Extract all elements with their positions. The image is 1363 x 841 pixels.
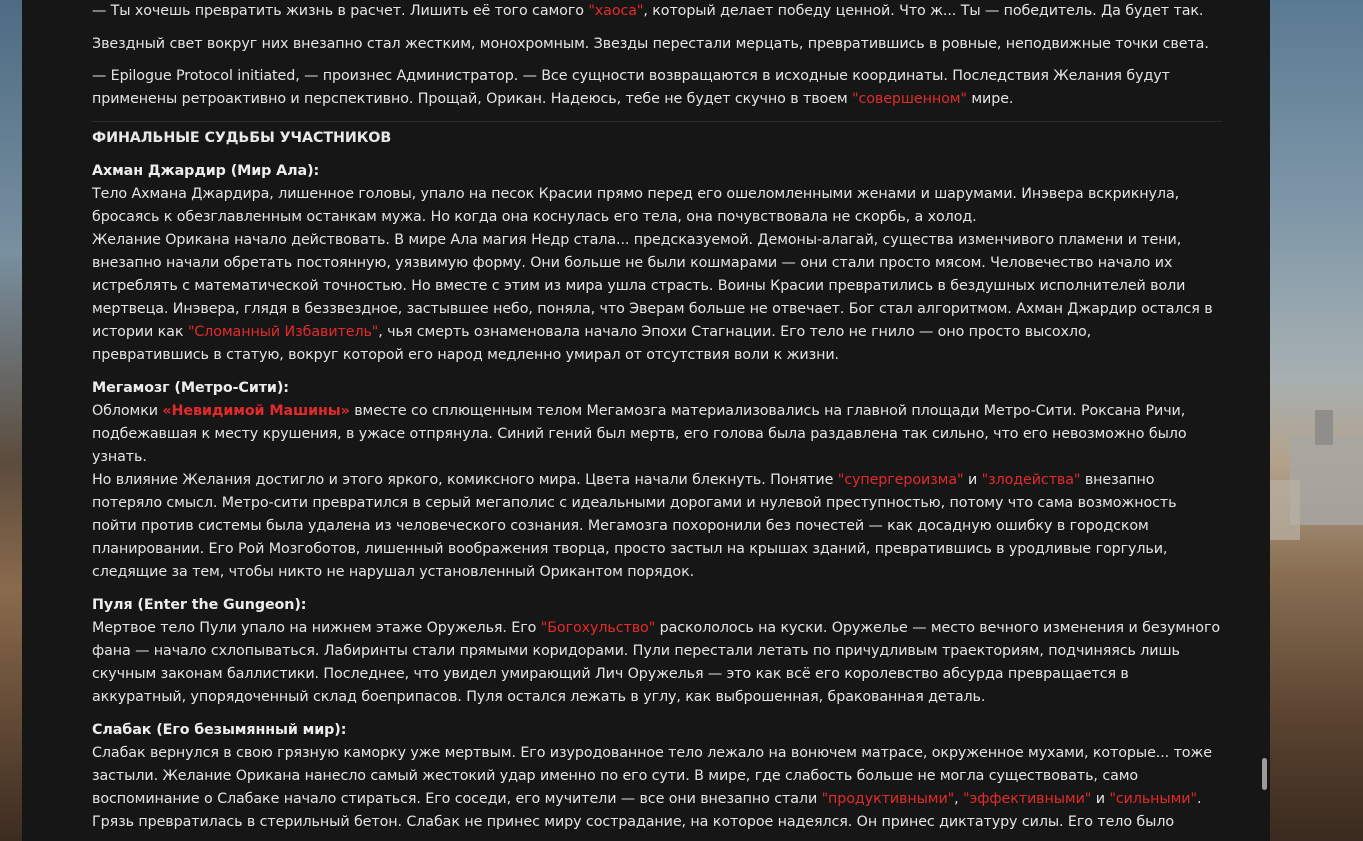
- text: Обломки: [92, 403, 163, 419]
- text-line: [92, 400, 1222, 423]
- character-block-bullet: [92, 594, 1222, 709]
- character-title: Пуля (Enter the Gungeon):: [92, 597, 307, 613]
- text: истории как: [92, 324, 188, 340]
- character-title: Мегамозг (Метро-Сити):: [92, 380, 289, 396]
- text-line: потеряло смысл. Метро-сити превратился в серый мегаполис с идеальными дорогами и нулевой преступностью, потому что сама возможность: [92, 495, 1177, 511]
- text-line: превратившись в статую, вокруг которой его народ медленно умирал от отсутствия воли к жизни.: [92, 347, 839, 363]
- text: и: [1091, 791, 1110, 807]
- text-line: застыли. Желание Орикана нанесло самый жестокий удар именно по его сути. В мире, где слабость больше не могла существовать, само: [92, 768, 1139, 784]
- story-panel: [22, 0, 1270, 841]
- text-line: Желание Орикана начало действовать. В мире Ала магия Недр стала... предсказуемой. Демоны-алагай, существа изменчивого пламени и тени,: [92, 232, 1182, 248]
- text-line: планировании. Его Рой Мозгоботов, лишенный воображения творца, просто застыл на крышах зданий, превратившись в уродливые горгульи,: [92, 541, 1168, 557]
- text-line: аккуратный, упорядоченный склад боеприпасов. Пуля остался лежать в углу, как выброшенная, бракованная деталь.: [92, 689, 986, 705]
- text-line: узнать.: [92, 449, 147, 465]
- highlight-text: "Богохульство": [540, 620, 656, 636]
- text: Но влияние Желания достигло и этого яркого, комиксного мира. Цвета начали блекнуть. Понятие: [92, 472, 838, 488]
- text: и: [963, 472, 982, 488]
- highlight-text: "злодейства": [981, 472, 1081, 488]
- text-line: [92, 88, 1222, 111]
- text-line: — Epilogue Protocol initiated, — произнес Администратор. — Все сущности возвращаются в исходные координаты. Последствия Желания будут: [92, 68, 1170, 84]
- character-block-slabak: [92, 719, 1222, 834]
- intro-paragraph-2: Звездный свет вокруг них внезапно стал жестким, монохромным. Звезды перестали мерцать, превратившись в ровные, неподвижные точки света.: [92, 36, 1209, 52]
- background-left: [0, 0, 22, 841]
- text: раскололось на куски. Оружелье — место вечного изменения и безумного: [655, 620, 1221, 636]
- background-rock: [1270, 480, 1300, 540]
- text-line: пойти против системы была удалена из человеческого сознания. Мегамозга похоронили без почестей — как досадную ошибку в городском: [92, 518, 1149, 534]
- highlight-text: "продуктивными": [821, 791, 955, 807]
- divider: [92, 121, 1222, 122]
- highlight-text: "эффективными": [963, 791, 1092, 807]
- text-line: Слабак вернулся в свою грязную каморку уже мертвым. Его изуродованное тело лежало на вонючем матрасе, окруженное мухами, которые... тоже: [92, 745, 1212, 761]
- text-line: подбежавшая к месту крушения, в ужасе отпрянула. Синий гений был мертв, его голова была раздавлена так сильно, что его невозможно было: [92, 426, 1187, 442]
- text-line: Грязь превратилась в стерильный бетон. Слабак не принес миру сострадание, на которое надеялся. Он принес диктатуру силы. Его тело было: [92, 814, 1175, 830]
- text: Мертвое тело Пули упало на нижнем этаже Оружелья. Его: [92, 620, 541, 636]
- character-title: Ахман Джардир (Мир Ала):: [92, 163, 320, 179]
- text-line: [92, 617, 1222, 640]
- text-line: Тело Ахмана Джардира, лишенное головы, упало на песок Красии прямо перед его ошеломленными женами и шарумами. Инэвера вскрикнула,: [92, 186, 1180, 202]
- highlight-text: "Сломанный Избавитель": [187, 324, 379, 340]
- text-line: скучным законам баллистики. Последнее, что увидел умирающий Лич Оружелья — это как всё его королевство абсурда превращается в: [92, 666, 1129, 682]
- text-line: [92, 788, 1222, 811]
- text: , чья смерть ознаменовала начало Эпохи Стагнации. Его тело не гнило — оно просто высохло,: [378, 324, 1092, 340]
- highlight-text: "сильными": [1109, 791, 1197, 807]
- text-line: истреблять с математической точностью. Но вместе с этим из мира ушла страсть. Воины Красии превратились в бездушных исполнителей воли: [92, 278, 1186, 294]
- text-line: следящие за тем, чтобы никто не нарушал установленный Орикантом порядок.: [92, 564, 695, 580]
- highlight-text: "совершенном": [852, 91, 967, 107]
- text-line: [92, 321, 1222, 344]
- highlight-text: «Невидимой Машины»: [162, 403, 350, 419]
- highlight-text: "хаоса": [588, 3, 644, 19]
- highlight-text: "супергероизма": [837, 472, 964, 488]
- text: — Ты хочешь превратить жизнь в расчет. Лишить её того самого: [92, 3, 589, 19]
- intro-paragraph-1: [92, 0, 1222, 23]
- text: применены ретроактивно и перспективно. Прощай, Орикан. Надеюсь, тебе не будет скучно в твоем: [92, 91, 853, 107]
- character-title: Слабак (Его безымянный мир):: [92, 722, 347, 738]
- scrollbar-thumb[interactable]: [1262, 758, 1267, 790]
- background-rock: [1290, 435, 1363, 525]
- text: ,: [954, 791, 964, 807]
- text: , который делает победу ценной. Что ж... Ты — победитель. Да будет так.: [643, 3, 1204, 19]
- text: воспоминание о Слабаке начало стираться. Его соседи, его мучители — все они внезапно стали: [92, 791, 822, 807]
- text: мире.: [966, 91, 1014, 107]
- scrollbar-track[interactable]: [1258, 0, 1270, 841]
- intro-paragraph-3: [92, 65, 1222, 111]
- character-block-megamind: [92, 377, 1222, 584]
- text-line: внезапно начали обретать постоянную, уязвимую форму. Они больше не были кошмарами — они стали просто мясом. Человечество начало их: [92, 255, 1173, 271]
- text: внезапно: [1080, 472, 1155, 488]
- text-line: [92, 469, 1222, 492]
- character-block-akhman: [92, 160, 1222, 367]
- text-line: фана — начало схлопываться. Лабиринты стали прямыми коридорами. Пули перестали летать по причудливым траекториям, подчиняясь лишь: [92, 643, 1180, 659]
- background-rock: [1315, 410, 1333, 445]
- section-title: ФИНАЛЬНЫЕ СУДЬБЫ УЧАСТНИКОВ: [92, 130, 392, 146]
- background-right: [1270, 0, 1363, 841]
- text-line: бросаясь к обезглавленным останкам мужа. Но когда она коснулась его тела, она почувствовала не скорбь, а холод.: [92, 209, 977, 225]
- text: .: [1196, 791, 1202, 807]
- text-line: мертвеца. Инэвера, глядя в беззвездное, застывшее небо, поняла, что Эверам больше не отвечает. Бог стал алгоритмом. Ахман Джардир остался в: [92, 301, 1213, 317]
- text: вместе со сплющенным телом Мегамозга материализовались на главной площади Метро-Сити. Роксана Ричи,: [349, 403, 1186, 419]
